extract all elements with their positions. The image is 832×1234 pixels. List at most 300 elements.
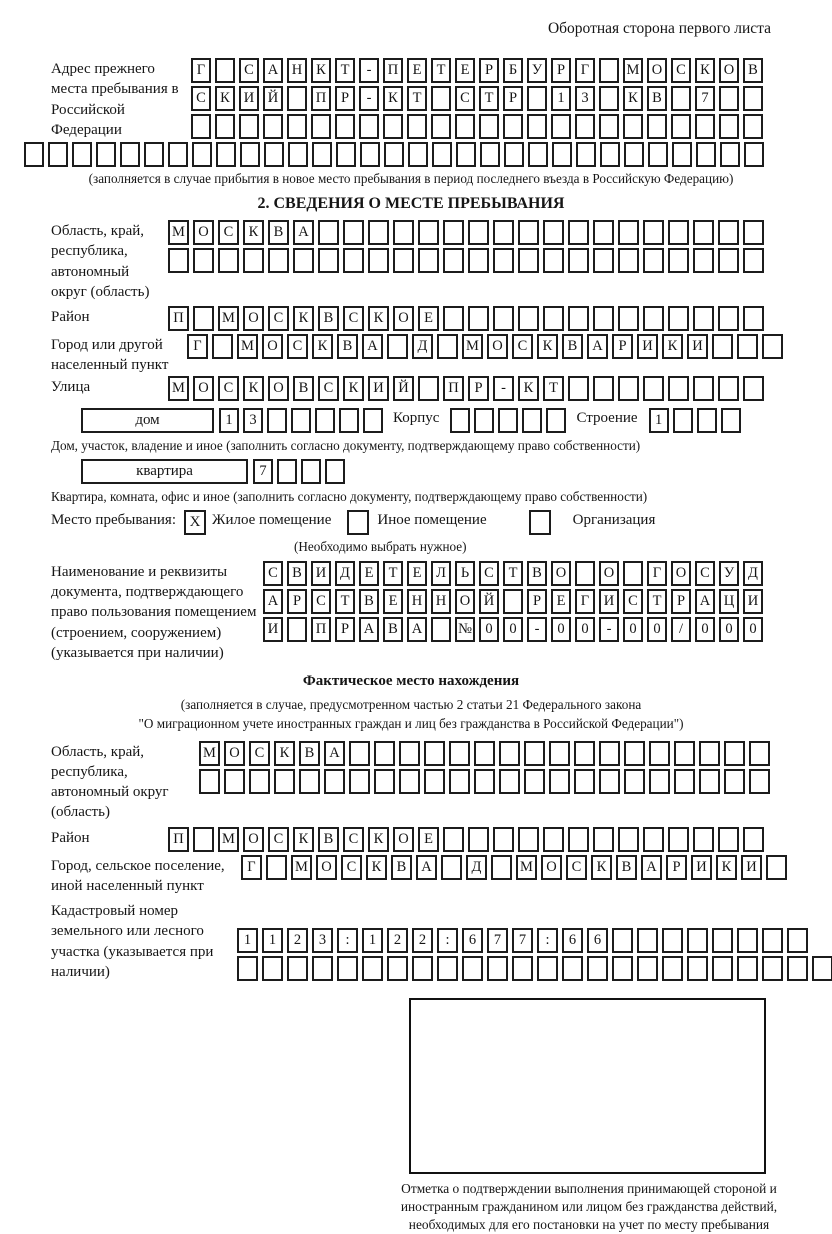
- char-box: [575, 561, 595, 586]
- char-box: О: [393, 827, 414, 852]
- char-box: [408, 142, 428, 167]
- char-box: [648, 142, 668, 167]
- char-box: Е: [455, 58, 475, 83]
- char-box: [599, 58, 619, 83]
- char-box: [568, 220, 589, 245]
- char-box: О: [671, 561, 691, 586]
- char-box: [239, 114, 259, 139]
- char-box: Р: [527, 589, 547, 614]
- place-type-label: Место пребывания:: [51, 511, 176, 528]
- char-box: [693, 376, 714, 401]
- char-box: [443, 306, 464, 331]
- char-box: О: [316, 855, 337, 880]
- char-box: [431, 617, 451, 642]
- char-box: Й: [263, 86, 283, 111]
- oblast-block: [51, 220, 771, 302]
- char-box: С: [218, 220, 239, 245]
- char-box: [720, 142, 740, 167]
- char-box: [618, 248, 639, 273]
- char-box: [568, 248, 589, 273]
- char-box: Ц: [719, 589, 739, 614]
- char-box: И: [311, 561, 331, 586]
- prev-address-grid: [191, 58, 767, 142]
- char-box: [618, 376, 639, 401]
- char-box: Р: [468, 376, 489, 401]
- char-box: [503, 589, 523, 614]
- char-box: [612, 928, 633, 953]
- section2-title: 2. СВЕДЕНИЯ О МЕСТЕ ПРЕБЫВАНИЯ: [257, 195, 565, 213]
- char-box: К: [383, 86, 403, 111]
- char-box: М: [623, 58, 643, 83]
- char-box: [96, 142, 116, 167]
- char-box: [387, 956, 408, 981]
- char-box: Р: [612, 334, 633, 359]
- char-box: [349, 741, 370, 766]
- char-box: [668, 248, 689, 273]
- char-box: [718, 306, 739, 331]
- char-box: К: [243, 376, 264, 401]
- char-box: [362, 956, 383, 981]
- char-box: О: [262, 334, 283, 359]
- char-box: [743, 86, 763, 111]
- char-box: О: [599, 561, 619, 586]
- char-box: [643, 376, 664, 401]
- char-box: В: [527, 561, 547, 586]
- char-box: [462, 956, 483, 981]
- char-box: 7: [253, 459, 273, 484]
- actual-note-1: (заполняется в случае, предусмотренном частью 2 статьи 21 Федерального закона: [180, 697, 642, 713]
- char-box: [456, 142, 476, 167]
- char-box: №: [455, 617, 475, 642]
- oblast-row-1: [168, 220, 768, 245]
- char-box: [479, 114, 499, 139]
- char-box: М: [168, 376, 189, 401]
- char-box: [299, 769, 320, 794]
- char-box: У: [719, 561, 739, 586]
- document-label: Наименование и реквизиты документа, подтверждающего право пользования помещением (строением, сооружением) (указывается при наличии): [51, 563, 257, 661]
- char-box: 3: [575, 86, 595, 111]
- char-box: С: [287, 334, 308, 359]
- char-box: [623, 114, 643, 139]
- char-box: П: [168, 827, 189, 852]
- char-box: [568, 306, 589, 331]
- kvartira-type-box: квартира: [81, 459, 248, 484]
- char-box: В: [337, 334, 358, 359]
- char-box: [524, 741, 545, 766]
- char-box: [643, 220, 664, 245]
- char-box: [293, 248, 314, 273]
- char-box: К: [293, 827, 314, 852]
- char-box: С: [239, 58, 259, 83]
- char-box: [120, 142, 140, 167]
- char-box: М: [218, 306, 239, 331]
- char-box: [193, 248, 214, 273]
- char-box: И: [743, 589, 763, 614]
- char-box: [672, 142, 692, 167]
- char-box: А: [587, 334, 608, 359]
- char-box: [287, 617, 307, 642]
- char-box: О: [551, 561, 571, 586]
- char-box: [468, 827, 489, 852]
- char-box: [443, 220, 464, 245]
- char-box: Д: [743, 561, 763, 586]
- char-box: [212, 334, 233, 359]
- char-box: [546, 408, 566, 433]
- char-box: С: [455, 86, 475, 111]
- char-box: [671, 86, 691, 111]
- char-box: [518, 306, 539, 331]
- dom-type-box: дом: [81, 408, 214, 433]
- char-box: [719, 114, 739, 139]
- char-box: [744, 142, 764, 167]
- char-box: Т: [479, 86, 499, 111]
- char-box: С: [218, 376, 239, 401]
- char-box: [399, 769, 420, 794]
- kvartira-number-row: [253, 459, 349, 484]
- actual-raion-label: Район: [51, 829, 90, 846]
- char-box: А: [324, 741, 345, 766]
- actual-raion-row: [168, 827, 768, 852]
- char-box: О: [541, 855, 562, 880]
- char-box: [527, 86, 547, 111]
- char-box: Н: [287, 58, 307, 83]
- char-box: [393, 248, 414, 273]
- char-box: [673, 408, 693, 433]
- char-box: Л: [431, 561, 451, 586]
- char-box: [593, 306, 614, 331]
- char-box: [383, 114, 403, 139]
- char-box: У: [527, 58, 547, 83]
- char-box: [237, 956, 258, 981]
- prev-address-block: [51, 58, 771, 142]
- char-box: 2: [387, 928, 408, 953]
- char-box: :: [437, 928, 458, 953]
- char-box: [647, 114, 667, 139]
- char-box: [618, 306, 639, 331]
- char-box: А: [293, 220, 314, 245]
- char-box: [424, 741, 445, 766]
- char-box: О: [393, 306, 414, 331]
- stamp-note: Отметка о подтверждении выполнения принимающей стороной и иностранным гражданином или лицом без гражданства действий, необходимых для его постановки на учет по месту пребывания: [400, 1181, 778, 1233]
- char-box: [393, 220, 414, 245]
- kadastr-label: Кадастровый номер земельного или лесного участка (указывается при наличии): [51, 903, 214, 980]
- char-box: [668, 306, 689, 331]
- char-box: К: [343, 376, 364, 401]
- char-box: [724, 741, 745, 766]
- kvartira-note: Квартира, комната, офис и иное (заполнить согласно документу, подтверждающему право собственности): [51, 488, 648, 504]
- char-box: М: [218, 827, 239, 852]
- char-box: [649, 769, 670, 794]
- char-box: С: [268, 306, 289, 331]
- char-box: 0: [575, 617, 595, 642]
- char-box: [360, 142, 380, 167]
- char-box: [349, 769, 370, 794]
- actual-oblast-row-1: [199, 741, 774, 766]
- checkbox-inoe: [347, 510, 369, 535]
- char-box: И: [239, 86, 259, 111]
- char-box: С: [249, 741, 270, 766]
- char-box: [437, 956, 458, 981]
- char-box: [712, 334, 733, 359]
- prev-address-note: (заполняется в случае прибытия в новое место пребывания в период последнего въезда в Российскую Федерацию): [88, 171, 734, 186]
- char-box: К: [591, 855, 612, 880]
- char-box: К: [243, 220, 264, 245]
- prev-address-row-3: [191, 114, 767, 139]
- char-box: [537, 956, 558, 981]
- char-box: [144, 142, 164, 167]
- char-box: К: [293, 306, 314, 331]
- char-box: К: [312, 334, 333, 359]
- char-box: [719, 86, 739, 111]
- char-box: [455, 114, 475, 139]
- document-row-1: [263, 561, 767, 586]
- char-box: Б: [503, 58, 523, 83]
- char-box: 3: [312, 928, 333, 953]
- char-box: [368, 220, 389, 245]
- char-box: А: [407, 617, 427, 642]
- char-box: Д: [466, 855, 487, 880]
- char-box: П: [383, 58, 403, 83]
- char-box: А: [695, 589, 715, 614]
- char-box: [216, 142, 236, 167]
- char-box: Т: [335, 58, 355, 83]
- char-box: [643, 248, 664, 273]
- char-box: Е: [418, 306, 439, 331]
- char-box: И: [637, 334, 658, 359]
- ulitsa-row: [168, 376, 768, 401]
- char-box: [215, 58, 235, 83]
- char-box: [287, 114, 307, 139]
- char-box: [441, 855, 462, 880]
- char-box: [693, 220, 714, 245]
- char-box: Т: [335, 589, 355, 614]
- char-box: Е: [551, 589, 571, 614]
- char-box: [499, 741, 520, 766]
- char-box: [418, 376, 439, 401]
- char-box: 7: [695, 86, 715, 111]
- char-box: Т: [431, 58, 451, 83]
- char-box: К: [623, 86, 643, 111]
- char-box: Т: [383, 561, 403, 586]
- char-box: [718, 376, 739, 401]
- stroenie-label: Строение: [576, 409, 638, 426]
- raion-row: [168, 306, 768, 331]
- char-box: [576, 142, 596, 167]
- char-box: К: [368, 827, 389, 852]
- char-box: [618, 827, 639, 852]
- char-box: [551, 114, 571, 139]
- char-box: [637, 928, 658, 953]
- char-box: [787, 956, 808, 981]
- char-box: В: [383, 617, 403, 642]
- char-box: К: [274, 741, 295, 766]
- char-box: [312, 956, 333, 981]
- char-box: С: [671, 58, 691, 83]
- char-box: О: [224, 741, 245, 766]
- prev-address-label: Адрес прежнего места пребывания в Российской Федерации: [51, 61, 179, 138]
- char-box: [718, 220, 739, 245]
- char-box: В: [268, 220, 289, 245]
- char-box: 3: [243, 408, 263, 433]
- char-box: [762, 334, 783, 359]
- char-box: С: [191, 86, 211, 111]
- char-box: -: [359, 58, 379, 83]
- char-box: А: [362, 334, 383, 359]
- char-box: [264, 142, 284, 167]
- char-box: [343, 220, 364, 245]
- char-box: [721, 408, 741, 433]
- char-box: 2: [287, 928, 308, 953]
- char-box: [574, 741, 595, 766]
- char-box: П: [168, 306, 189, 331]
- char-box: Г: [241, 855, 262, 880]
- char-box: [668, 827, 689, 852]
- char-box: [543, 306, 564, 331]
- char-box: [301, 459, 321, 484]
- korpus-row: [450, 408, 570, 433]
- char-box: [724, 769, 745, 794]
- char-box: М: [291, 855, 312, 880]
- char-box: [468, 306, 489, 331]
- char-box: [315, 408, 335, 433]
- char-box: 1: [237, 928, 258, 953]
- char-box: 6: [462, 928, 483, 953]
- char-box: [687, 956, 708, 981]
- char-box: А: [263, 58, 283, 83]
- char-box: [812, 956, 832, 981]
- char-box: [387, 334, 408, 359]
- char-box: [412, 956, 433, 981]
- char-box: [568, 376, 589, 401]
- char-box: [662, 928, 683, 953]
- char-box: С: [311, 589, 331, 614]
- char-box: О: [243, 306, 264, 331]
- prev-address-row-4: [24, 142, 771, 167]
- char-box: К: [662, 334, 683, 359]
- prev-address-row-1: [191, 58, 767, 83]
- char-box: [311, 114, 331, 139]
- char-box: :: [537, 928, 558, 953]
- char-box: [697, 408, 717, 433]
- char-box: [432, 142, 452, 167]
- dom-number-row: [219, 408, 387, 433]
- char-box: О: [719, 58, 739, 83]
- char-box: [568, 827, 589, 852]
- char-box: [193, 827, 214, 852]
- kvartira-block: [81, 459, 771, 487]
- actual-oblast-label: Область, край, республика, автономный округ (область): [51, 743, 169, 821]
- char-box: Г: [647, 561, 667, 586]
- char-box: [668, 220, 689, 245]
- char-box: [493, 220, 514, 245]
- document-row-3: [263, 617, 767, 642]
- char-box: [418, 248, 439, 273]
- char-box: [599, 741, 620, 766]
- char-box: 0: [743, 617, 763, 642]
- char-box: 1: [262, 928, 283, 953]
- char-box: Е: [407, 561, 427, 586]
- char-box: [374, 741, 395, 766]
- actual-gorod-block: [51, 855, 771, 897]
- char-box: [450, 408, 470, 433]
- char-box: [499, 769, 520, 794]
- char-box: [599, 86, 619, 111]
- char-box: [549, 769, 570, 794]
- gorod-row: [187, 334, 787, 359]
- char-box: [262, 956, 283, 981]
- kadastr-grid: [237, 900, 832, 984]
- char-box: [549, 741, 570, 766]
- char-box: [699, 769, 720, 794]
- char-box: [480, 142, 500, 167]
- char-box: [693, 248, 714, 273]
- char-box: [288, 142, 308, 167]
- char-box: К: [716, 855, 737, 880]
- char-box: [291, 408, 311, 433]
- place-type-block: [51, 510, 771, 539]
- char-box: И: [687, 334, 708, 359]
- char-box: Д: [335, 561, 355, 586]
- char-box: [518, 220, 539, 245]
- char-box: [749, 769, 770, 794]
- char-box: [599, 114, 619, 139]
- char-box: [431, 86, 451, 111]
- char-box: А: [359, 617, 379, 642]
- char-box: [624, 741, 645, 766]
- char-box: [562, 956, 583, 981]
- char-box: [487, 956, 508, 981]
- actual-oblast-row-2: [199, 769, 774, 794]
- char-box: [695, 114, 715, 139]
- char-box: И: [263, 617, 283, 642]
- char-box: [600, 142, 620, 167]
- char-box: С: [341, 855, 362, 880]
- char-box: [618, 220, 639, 245]
- char-box: -: [527, 617, 547, 642]
- char-box: С: [566, 855, 587, 880]
- char-box: [437, 334, 458, 359]
- gorod-label: Город или другой населенный пункт: [51, 337, 169, 374]
- stamp-box: [409, 998, 766, 1174]
- char-box: [518, 248, 539, 273]
- char-box: [712, 956, 733, 981]
- char-box: [612, 956, 633, 981]
- ulitsa-label: Улица: [51, 378, 91, 395]
- char-box: А: [263, 589, 283, 614]
- char-box: О: [193, 376, 214, 401]
- char-box: П: [311, 86, 331, 111]
- char-box: [72, 142, 92, 167]
- char-box: В: [318, 827, 339, 852]
- char-box: [743, 220, 764, 245]
- char-box: [527, 114, 547, 139]
- char-box: [368, 248, 389, 273]
- char-box: [522, 408, 542, 433]
- char-box: [274, 769, 295, 794]
- char-box: [443, 827, 464, 852]
- char-box: [215, 114, 235, 139]
- choose-note: (Необходимо выбрать нужное): [294, 538, 467, 554]
- char-box: [737, 334, 758, 359]
- char-box: Н: [407, 589, 427, 614]
- char-box: И: [599, 589, 619, 614]
- char-box: [418, 220, 439, 245]
- char-box: [624, 142, 644, 167]
- actual-raion-block: [51, 827, 771, 855]
- char-box: [443, 248, 464, 273]
- char-box: В: [743, 58, 763, 83]
- char-box: Й: [393, 376, 414, 401]
